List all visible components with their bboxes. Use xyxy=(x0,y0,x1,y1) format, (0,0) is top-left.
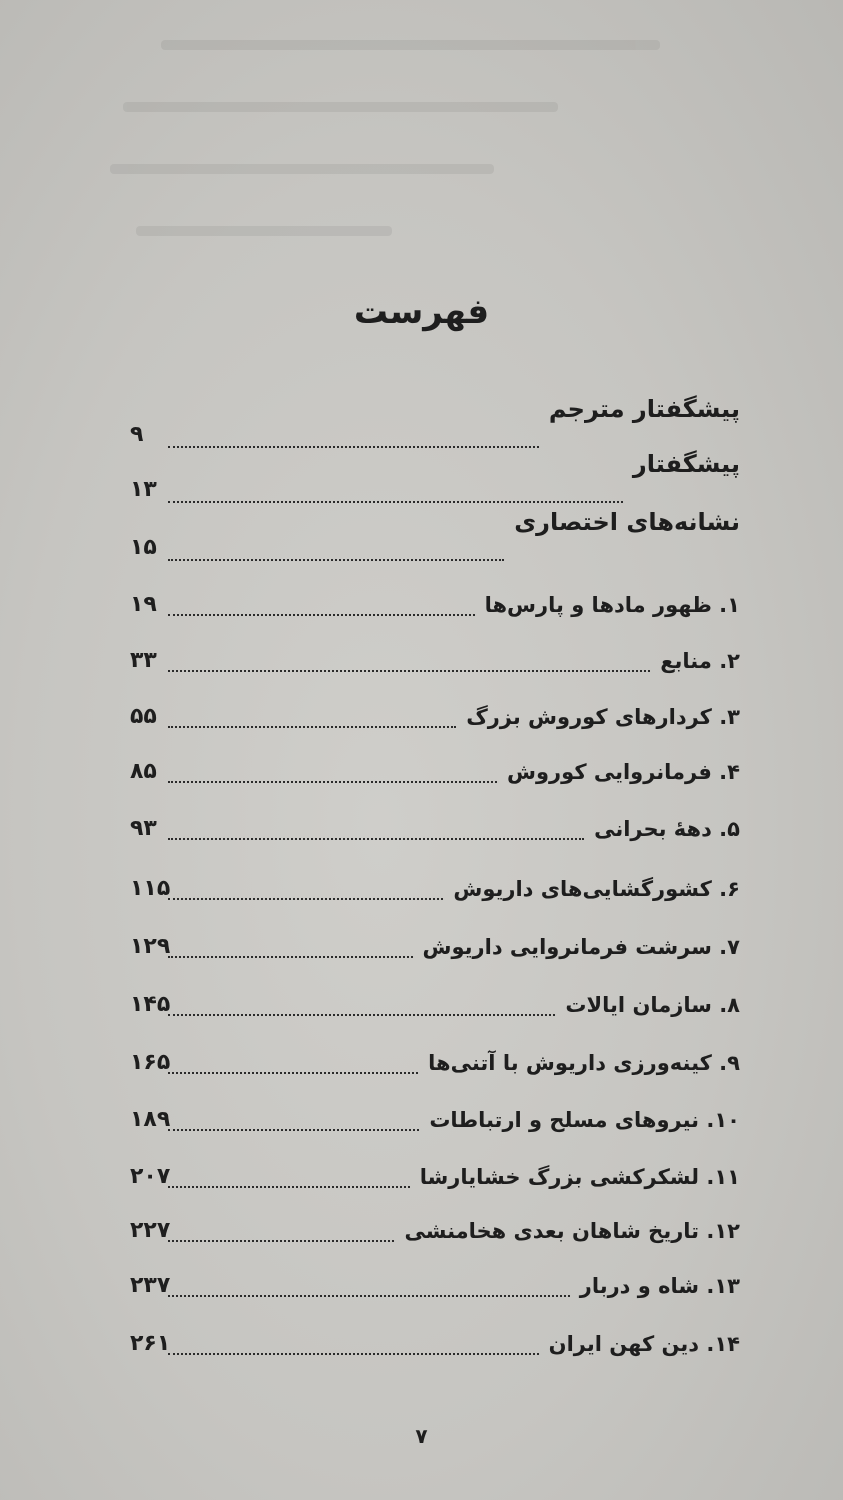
entry-label: نشانه‌های اختصاری xyxy=(514,508,740,536)
toc-entry-chapter-3[interactable] xyxy=(130,700,740,734)
leader-dots xyxy=(168,559,504,561)
entry-label: ۱۱. لشکرکشی بزرگ خشایارشا xyxy=(419,1165,740,1189)
entry-page-number: ۳۳ xyxy=(130,648,157,673)
toc-entry-chapter-5[interactable] xyxy=(130,812,740,846)
toc-entry-chapter-7[interactable] xyxy=(130,930,740,964)
toc-title: فهرست xyxy=(353,292,490,332)
entry-label: ۱۰. نیروهای مسلح و ارتباطات xyxy=(429,1108,740,1132)
entry-label: ۲. منابع xyxy=(660,649,740,673)
leader-dots xyxy=(168,1014,555,1016)
leader-dots xyxy=(168,1186,410,1188)
toc-entry-translator-preface[interactable] xyxy=(130,392,740,452)
leader-dots xyxy=(168,1353,539,1355)
leader-dots xyxy=(168,670,650,672)
entry-label: ۳. کردارهای کوروش بزرگ xyxy=(466,705,740,729)
toc-entry-chapter-12[interactable] xyxy=(130,1214,740,1248)
entry-page-number: ۱۳ xyxy=(130,477,157,502)
leader-dots xyxy=(168,898,443,900)
entry-label: ۱. ظهور مادها و پارس‌ها xyxy=(484,593,740,617)
entry-page-number: ۱۱۵ xyxy=(130,876,171,901)
entry-label: ۱۳. شاه و دربار xyxy=(579,1274,740,1298)
toc-entry-chapter-8[interactable] xyxy=(130,988,740,1022)
entry-page-number: ۱۴۵ xyxy=(130,992,171,1017)
toc-entry-chapter-1[interactable] xyxy=(130,588,740,622)
leader-dots xyxy=(168,501,623,503)
leader-dots xyxy=(168,838,584,840)
entry-page-number: ۹۳ xyxy=(130,816,157,841)
leader-dots xyxy=(168,614,475,616)
entry-label: ۷. سرشت فرمانروایی داریوش xyxy=(422,935,740,959)
toc-entry-chapter-10[interactable] xyxy=(130,1103,740,1137)
entry-label: پیشگفتار xyxy=(632,450,740,478)
entry-label: ۵. دههٔ بحرانی xyxy=(594,817,740,841)
entry-page-number: ۸۵ xyxy=(130,759,157,784)
toc-entry-chapter-2[interactable] xyxy=(130,644,740,678)
leader-dots xyxy=(168,1240,394,1242)
entry-page-number: ۱۹ xyxy=(130,592,157,617)
entry-page-number: ۱۵ xyxy=(130,535,157,560)
entry-page-number: ۵۵ xyxy=(130,704,157,729)
leader-dots xyxy=(168,1129,419,1131)
entry-page-number: ۲۶۱ xyxy=(130,1331,171,1356)
entry-page-number: ۲۲۷ xyxy=(130,1218,171,1243)
toc-entry-abbreviations[interactable] xyxy=(130,505,740,565)
entry-page-number: ۱۶۵ xyxy=(130,1050,171,1075)
entry-label: ۹. کینه‌ورزی داریوش با آتنی‌ها xyxy=(428,1051,740,1075)
leader-dots xyxy=(168,726,456,728)
toc-entry-chapter-13[interactable] xyxy=(130,1269,740,1303)
entry-page-number: ۹ xyxy=(130,422,144,447)
entry-page-number: ۱۲۹ xyxy=(130,934,171,959)
entry-label: ۱۴. دین کهن ایران xyxy=(548,1332,740,1356)
entry-label: ۸. سازمان ایالات xyxy=(565,993,740,1017)
leader-dots xyxy=(168,781,497,783)
leader-dots xyxy=(168,1295,570,1297)
entry-label: ۴. فرمانروایی کوروش xyxy=(507,760,740,784)
entry-page-number: ۲۰۷ xyxy=(130,1164,171,1189)
toc-entry-chapter-14[interactable] xyxy=(130,1327,740,1361)
toc-entry-preface[interactable] xyxy=(130,447,740,507)
toc-entry-chapter-9[interactable] xyxy=(130,1046,740,1080)
toc-entry-chapter-6[interactable] xyxy=(130,872,740,906)
entry-page-number: ۱۸۹ xyxy=(130,1107,171,1132)
leader-dots xyxy=(168,1072,418,1074)
toc-entry-chapter-4[interactable] xyxy=(130,755,740,789)
entry-label: پیشگفتار مترجم xyxy=(548,395,740,423)
toc-entry-chapter-11[interactable] xyxy=(130,1160,740,1194)
leader-dots xyxy=(168,956,413,958)
entry-label: ۱۲. تاریخ شاهان بعدی هخامنشی xyxy=(404,1219,740,1243)
entry-label: ۶. کشورگشایی‌های داریوش xyxy=(453,877,740,901)
entry-page-number: ۲۳۷ xyxy=(130,1273,171,1298)
page-number: ۷ xyxy=(415,1424,428,1448)
